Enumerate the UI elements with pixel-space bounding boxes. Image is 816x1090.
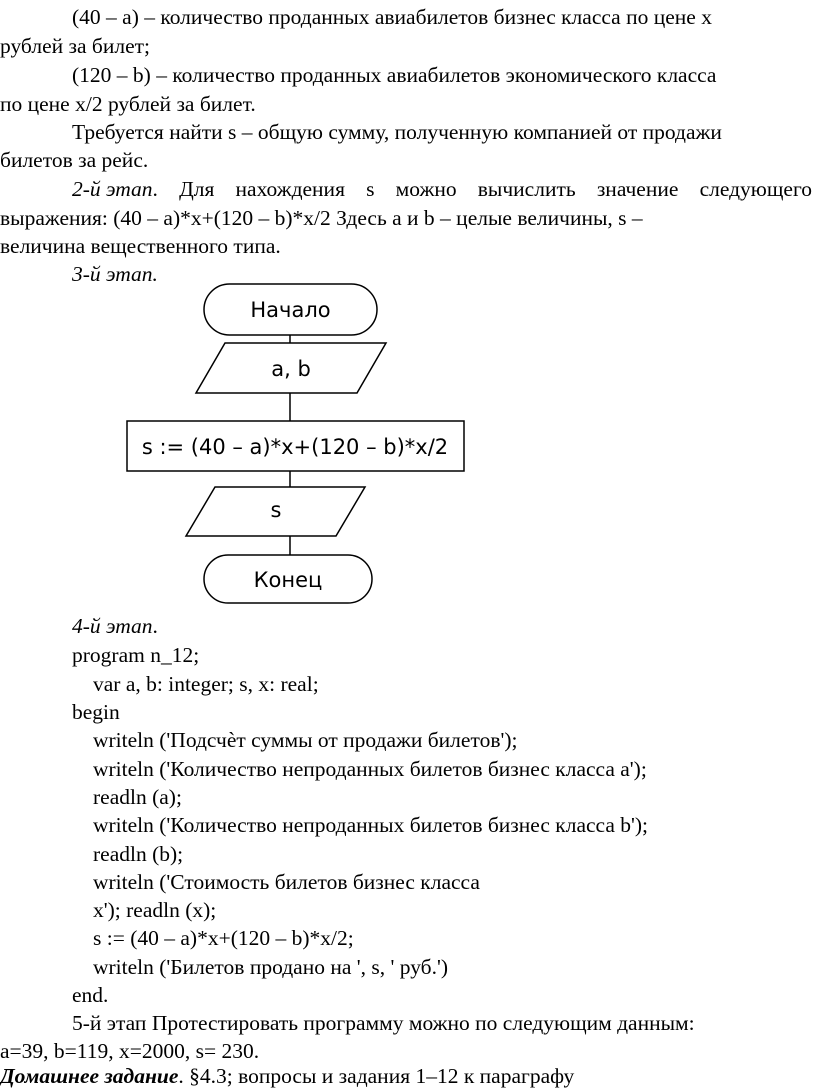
flowchart-output-label: s — [270, 498, 282, 522]
code-line: writeln ('Количество непроданных билетов бизнес класса a'); — [93, 757, 647, 781]
intro-line-6: билетов за рейс. — [0, 148, 149, 172]
code-line: var a, b: integer; s, x: real; — [93, 672, 319, 696]
stage5-line-2: a=39, b=119, x=2000, s= 230. — [0, 1039, 260, 1063]
code-line: s := (40 – a)*x+(120 – b)*x/2; — [93, 926, 354, 950]
stage4-label: 4-й этап — [72, 614, 153, 638]
homework-label: Домашнее задание — [0, 1064, 179, 1088]
flowchart-input-label: a, b — [271, 357, 311, 381]
intro-line-1: (40 – a) – количество проданных авиабилетов бизнес класса по цене x — [72, 5, 712, 29]
intro-line-5: Требуется найти s – общую сумму, полученную компанией от продажи — [72, 120, 722, 144]
code-line: readln (b); — [93, 842, 184, 866]
flowchart-process-label: s := (40 – a)*x+(120 – b)*x/2 — [141, 435, 449, 459]
intro-line-4: по цене x/2 рублей за билет. — [0, 92, 256, 116]
code-line: writeln ('Билетов продано на ', s, ' руб.') — [93, 955, 449, 979]
code-line: writeln ('Подсчѐт суммы от продажи билетов'); — [93, 728, 518, 752]
code-line: x'); readln (x); — [93, 898, 217, 922]
stage2-line-2: выражения: (40 – a)*x+(120 – b)*x/2 Здесь a и b – целые величины, s – — [0, 206, 643, 230]
stage4-label-dot: . — [152, 614, 158, 638]
code-line: writeln ('Количество непроданных билетов бизнес класса b'); — [93, 813, 649, 837]
homework-line — [0, 1062, 574, 1090]
code-line: end. — [72, 983, 109, 1007]
code-line: begin — [72, 700, 120, 724]
code-line: program n_12; — [72, 643, 200, 667]
intro-line-2: рублей за билет; — [0, 34, 150, 58]
flowchart-start-label: Начало — [250, 298, 331, 322]
stage4-heading — [72, 612, 158, 640]
intro-line-3: (120 – b) – количество проданных авиабилетов экономического класса — [72, 63, 717, 87]
stage5-line-1: 5-й этап Протестировать программу можно по следующим данным: — [72, 1011, 695, 1035]
flowchart-end-label: Конец — [253, 568, 323, 592]
stage2-line-3: величина вещественного типа. — [0, 234, 281, 258]
homework-text: . §4.3; вопросы и задания 1–12 к параграфу — [178, 1064, 575, 1088]
stage3-label: 3-й этап. — [72, 262, 158, 286]
code-line: readln (a); — [93, 785, 182, 809]
code-line: writeln ('Стоимость билетов бизнес класса — [93, 870, 480, 894]
stage2-label: 2-й этап — [72, 177, 153, 201]
stage2-line-1-rest: . Для нахождения s можно вычислить значение следующего — [152, 177, 812, 201]
